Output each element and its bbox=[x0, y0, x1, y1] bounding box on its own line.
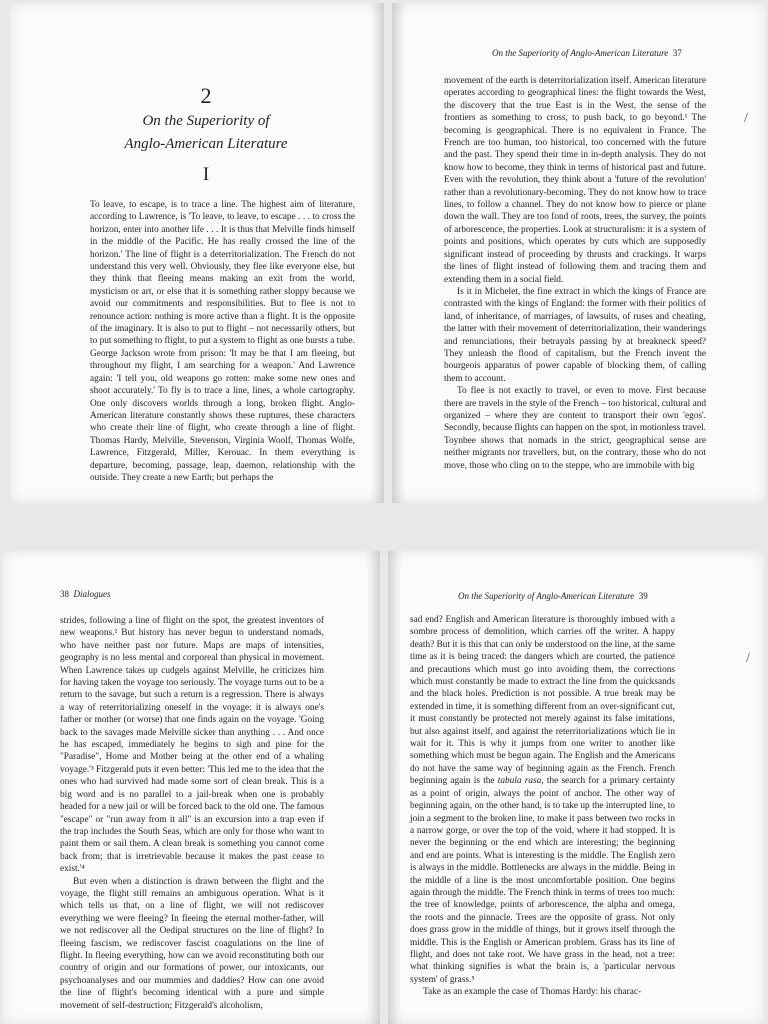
chapter-title-line-2: Anglo-American Literature bbox=[124, 136, 288, 152]
spine-shadow bbox=[388, 551, 402, 1024]
chapter-number: 2 bbox=[200, 83, 212, 108]
chapter-title-line-1: On the Superiority of bbox=[142, 113, 270, 129]
spine-shadow bbox=[370, 3, 384, 503]
running-head-title: Dialogues bbox=[73, 589, 111, 599]
italic-term: tabula rasa bbox=[497, 776, 542, 787]
page-number: 39 bbox=[638, 591, 648, 601]
page-38 bbox=[2, 551, 380, 1024]
page-37 bbox=[392, 3, 766, 503]
spine-shadow bbox=[392, 3, 406, 503]
pencil-mark: / bbox=[746, 651, 750, 666]
paragraph bbox=[410, 614, 675, 986]
body-text bbox=[410, 614, 675, 999]
running-head bbox=[458, 591, 648, 601]
paragraph: To leave, to escape, is to trace a line. The highest aim of literature, according to Lawrence, is 'To leave, to leave, to escape . . . to cross the horizon, enter into another life . . . It is thus that Melville finds himself in the middle of the Pacific. He has really crossed the line of the horizon.' The line of flight is a deterritorialization. The French do not understand this very well. Obviously, they flee like everyone else, but they think that fleeing means making an exit from the world, mysticism or art, or else that it is something rather sloppy because we avoid our commitments and responsibilities. But to flee is not to renounce action: nothing is more active than a flight. It is the opposite of the imaginary. It is also to put to flight – not necessarily others, but to put something to flight, to put a system to flight as one bursts a tube. George Jackson wrote from prison: 'It may be that I am fleeing, but throughout my flight, I am searching for a weapon.' And Lawrence again: 'I tell you, old weapons go rotten: make some new ones and shoot accurately.' To fly is to trace a line, lines, a whole cartography. One only discovers worlds through a long, broken flight. Anglo-American literature constantly shows these ruptures, these characters who create their line of flight, who create through a line of flight. Thomas Hardy, Melville, Stevenson, Virginia Woolf, Thomas Wolfe, Lawrence, Fitzgerald, Miller, Kerouac. In them everything is departure, becoming, passage, leap, daemon, relationship with the outside. They create a new Earth; but perhaps the bbox=[90, 200, 355, 483]
paragraph: movement of the earth is deterritorialization itself. American literature operates according to geographical lines: the flight towards the West, the discovery that the true East is in the West, the sense of the frontiers as something to cross, to push back, to go beyond.¹ The becoming is geographical. There is no equivalent in France. The French are too human, too historical, too concerned with the future and the past. They spend their time in in-depth analysis. They do not know how to become, they think in terms of historical past and future. Even with the revolution, they think about a 'future of the revolution' rather than a revolutionary-becoming. They do not know how to trace lines, to follow a channel. They do not know how to pierce or plane down the wall. They are too fond of roots, trees, the survey, the points of arborescence, the properties. Look at structuralism: it is a system of points and positions, which operates by cuts which are supposedly significant instead of proceeding by thrusts and crackings. It warps the lines of flight instead of following them and tracing them and extending them in a social field. bbox=[444, 76, 706, 285]
text-run: sad end? English and American literature is thoroughly imbued with a sombre process of demolition, which carries off the writer. A happy death? But it is this that can only be understood on the line, at the same time as it is being traced: the dangers which are courted, the patience and precautions which must go into avoiding them, the corrections which must constantly be made to extract the line from the quicksands and the black holes. Prediction is not possible. A true break may be extended in time, it is something different from an over-significant cut, it must constantly be protected not merely against its false imitations, but also against itself, and against the reterritorializations which lie in wait for it. This is why it jumps from one writer to another like something which must be begun again. The English and the Americans do not have the same way of beginning again as the French. French beginning again is the bbox=[410, 615, 675, 787]
body-text bbox=[90, 199, 355, 484]
running-head-title: On the Superiority of Anglo-American Literature bbox=[458, 591, 635, 601]
section-number: I bbox=[202, 164, 210, 185]
running-head-title: On the Superiority of Anglo-American Literature bbox=[492, 48, 669, 58]
text-run: , the search for a primary certainty as a point of origin, always the point of anchor. The other way of beginning again, on the other hand, is to take up the interrupted line, to join a segment to the broken line, to make it pass between two rocks in a narrow gorge, or over the top of the void, where it had stopped. It is never the beginning or the end which are interesting; the beginning and end are points. What is interesting is the middle. The English zero is always in the middle. Bottlenecks are always in the middle. Being in the middle of a line is the most uncomfortable position. One begins again through the middle. The French think in terms of trees too much: the tree of knowledge, points of arborescence, the alpha and omega, the roots and the pinnacle. Trees are the opposite of grass. Not only does grass grow in the middle of things, but it grows itself through the middle. This is the English or American problem. Grass has its line of flight, and does not take root. We have grass in the head, not a tree: what thinking signifies is what the brain is, a 'particular nervous system' of grass.⁵ bbox=[410, 776, 676, 985]
body-text bbox=[444, 75, 706, 472]
body-text bbox=[60, 615, 324, 1012]
chapter-title bbox=[90, 110, 322, 156]
page-number: 37 bbox=[672, 48, 682, 58]
page-39 bbox=[388, 551, 764, 1024]
paragraph: Is it in Michelet, the fine extract in which the kings of France are contrasted with the kings of England: the former with their politics of land, of inheritance, of marriages, of lawsuits, of ruses and cheating, the latter with their movement of deterritorialization, their wanderings and renunciations, their betrayals passing by at breakneck speed? They unleash the flood of capitalism, but the French invent the bourgeois apparatus of power capable of blocking them, of calling them to account. bbox=[444, 286, 706, 384]
paragraph: But even when a distinction is drawn between the flight and the voyage, the flight still remains an ambiguous operation. What is it which tells us that, on a line of flight, we will not rediscover everything we were fleeing? In fleeing the eternal mother-father, will we not rediscover all the Oedipal structures on the line of flight? In fleeing fascism, we rediscover fascist coagulations on the line of flight. In fleeing everything, how can we avoid reconstituting both our country of origin and our formations of power, our intoxicants, our psychoanalyses and our mummies and daddies? How can one avoid the line of flight's becoming identical with a pure and simple movement of self-destruction; Fitzgerald's alcoholism, bbox=[60, 876, 324, 1011]
running-head bbox=[492, 48, 682, 58]
pencil-mark: / bbox=[744, 111, 748, 126]
page-36 bbox=[10, 3, 384, 503]
paragraph: To flee is not exactly to travel, or even to move. First because there are travels in the style of the French – too historical, cultural and organized – where they are content to transport their own 'egos'. Secondly, because flights can happen on the spot, in motionless travel. Toynbee shows that nomads in the strict, geographical sense are neither migrants nor travellers, but, on the contrary, those who do not move, those who cling on to the steppe, who are immobile with big bbox=[444, 386, 706, 471]
running-head bbox=[60, 589, 111, 599]
spine-shadow bbox=[366, 551, 380, 1024]
paragraph: Take as an example the case of Thomas Hardy: his charac- bbox=[423, 987, 642, 998]
page-number: 38 bbox=[60, 589, 69, 599]
paragraph: strides, following a line of flight on the spot, the greatest inventors of new weapons.² But history has never begun to understand nomads, who have neither past nor future. Maps are maps of intensities, geography is no less mental and corporeal than physical in movement. When Lawrence takes up cudgels against Melville, he criticizes him for having taken the voyage too seriously. The voyage turns out to be a return to the savage, but such a return is a regression. There is always a way of reterritorializing oneself in the voyage: it is always one's father or mother (or worse) that one finds again on the voyage. 'Going back to the savages made Melville sicker than anything . . . And once he has escaped, immediately he begins to sigh and pine for the "Paradise", Home and Mother being at the other end of a whaling voyage.'³ Fitzgerald puts it even better: 'This led me to the idea that the ones who had survived had made some sort of clean break. This is a big word and is no parallel to a jail-break when one is probably headed for a new jail or will be forced back to the old one. The famous "escape" or "run away from it all" is an excursion into a trap even if the trap includes the South Seas, which are only for those who want to paint them or sail them. A clean break is something you cannot come back from; that is irretrievable because it makes the past cease to exist.'⁴ bbox=[60, 616, 324, 875]
